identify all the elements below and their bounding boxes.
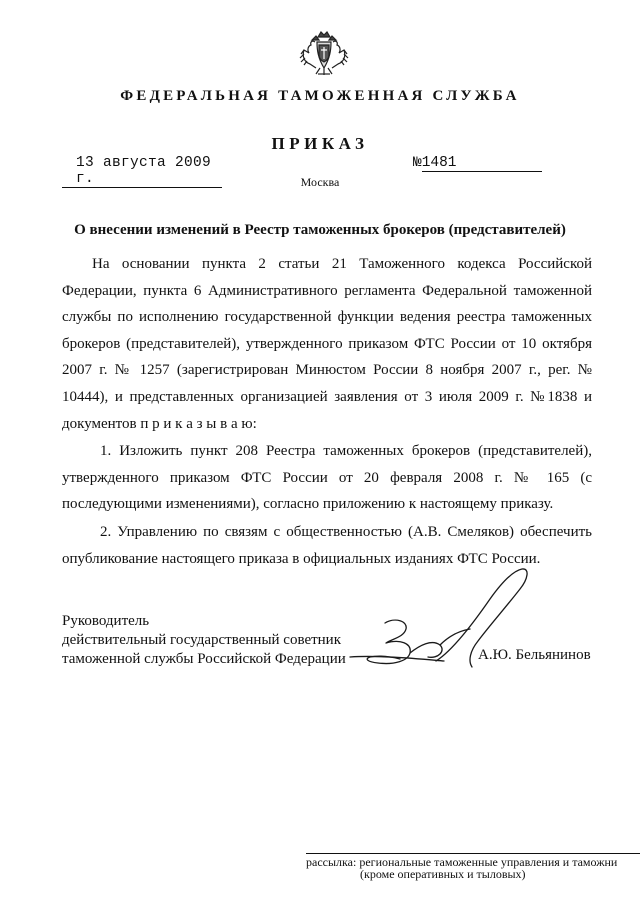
item-1-paragraph: 1. Изложить пункт 208 Реестра таможенных брокеров (представителей), утвержденного приказом ФТС России от 20 февраля 2008 г. № 165 (с последующими изменениями), согласно приложению к настоящему приказу. (62, 443, 592, 513)
signatory-title (62, 612, 362, 669)
item-2-paragraph: 2. Управлению по связям с общественностью (А.В. Смеляков) обеспечить опубликование настоящего приказа в официальных изданиях ФТС России. (62, 523, 592, 567)
agency-name: ФЕДЕРАЛЬНАЯ ТАМОЖЕННАЯ СЛУЖБА (120, 88, 520, 104)
order-subject: О внесении изменений в Реестр таможенных брокеров (представителей) (74, 222, 566, 238)
order-number (413, 155, 589, 172)
order-date: 13 августа 2009 г. (62, 155, 222, 188)
distribution-exclusion: (кроме оперативных и тыловых) (360, 867, 526, 881)
signatory-title-line-3: таможенной службы Российской Федерации (62, 651, 346, 667)
document-type: ПРИКАЗ (271, 134, 369, 153)
order-body (62, 251, 592, 572)
signatory-title-line-2: действительный государственный советник (62, 632, 342, 648)
city: Москва (300, 175, 340, 189)
signatory-name: А.Ю. Бельянинов (478, 647, 591, 663)
order-number-value: 1481 (422, 155, 542, 172)
preamble-paragraph: На основании пункта 2 статьи 21 Таможенного кодекса Российской Федерации, пункта 6 Административного регламента Федеральной таможенной службы по исполнению государственной функции ведения реестра таможенных брокеров (представителей), утвержденного приказом ФТС России от 10 октября 2007 г. № 1257 (зарегистрирован Минюстом России 8 ноября 2007 г., рег. № 10444), и представленных организацией заявления от 3 июля 2009 г. №1838 и документов п р и к а з ы в а ю: (62, 256, 592, 432)
russian-coat-of-arms-icon (298, 28, 350, 80)
order-number-prefix: № (413, 155, 422, 171)
distribution-list: рассылка: региональные таможенные управления и таможни (306, 853, 640, 870)
signatory-title-line-1: Руководитель (62, 613, 150, 629)
